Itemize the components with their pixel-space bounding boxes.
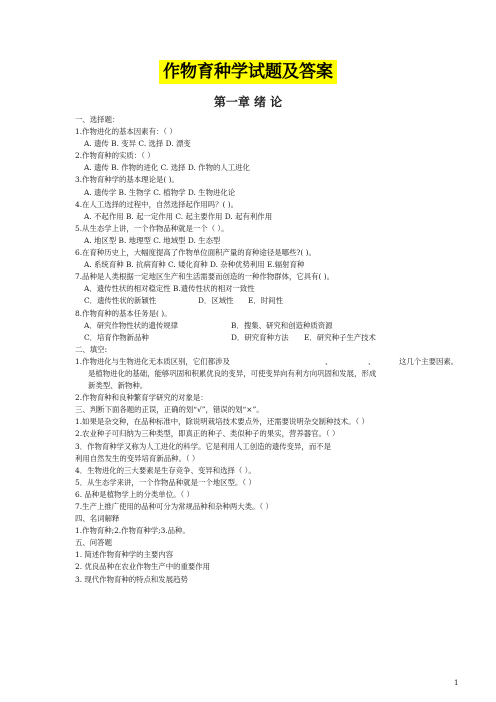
- short-answer-1: 1. 简述作物育种学的主要内容: [75, 550, 174, 560]
- fill-question-1-text: 1.作物进化与生物进化无本质区别，它们都涉及: [75, 356, 230, 366]
- question-8: 8.作物育种的基本任务是( )。: [75, 308, 172, 318]
- question-7-options-cde: [75, 295, 455, 307]
- fill-question-1: [75, 356, 459, 368]
- fill-question-1-tail: 这几个主要因素。: [399, 356, 459, 366]
- tf-question-3-line-2: 利用自然发生的变异培育新品种。（ ）: [75, 453, 200, 463]
- question-8-options-cde: [75, 332, 455, 344]
- title-wrap: [0, 60, 496, 84]
- tf-question-2: 2.农业种子可归纳为三种类型，即真正的种子、类似种子的果实，营养器官。（ ）: [75, 429, 340, 439]
- document-title: 作物育种学试题及答案: [159, 60, 337, 84]
- question-5: 5.从生态学上讲，一个作物品种就是一个（ ）。: [75, 223, 229, 233]
- question-3: 3.作物育种学的基本理论是( )。: [75, 175, 179, 185]
- section-heading-fill: 二、填空:: [75, 344, 108, 354]
- fill-question-1-sep-2: 、: [368, 356, 376, 366]
- section-heading-true-false: 三、判断下面各题的正误，正确的划“√”，错误的划“×”。: [75, 405, 264, 415]
- tf-question-5: 5．从生态学来讲，一个作物品种就是一个地区型。（ ）: [75, 477, 256, 487]
- section-heading-terms: 四、名词解释: [75, 514, 120, 524]
- tf-question-6: 6. 品种是植物学上的分类单位。（ ）: [75, 489, 194, 499]
- short-answer-3: 3. 现代作物育种的特点和发展趋势: [75, 574, 188, 584]
- short-answer-2: 2. 优良品种在农业作物生产中的重要作用: [75, 562, 211, 572]
- question-6: 6.在育种历史上，大幅度提高了作物单位面积产量的育种途径是哪些?( )。: [75, 248, 316, 258]
- tf-question-1: 1.如果是杂交种，在品种标准中，除说明栽培技术要点外，还需要说明杂交制种技术。（ ）: [75, 417, 369, 427]
- question-8-option-d: D．研究育种方法: [231, 332, 289, 342]
- section-heading-choice: 一、选择题：: [75, 115, 120, 124]
- tf-question-3: 3．作物育种学又称为人工进化的科学。它是利用人工创造的遗传变异，而不是: [75, 441, 331, 451]
- question-7: 7.品种是人类根据一定地区生产和生活需要而创造的一种作物群体，它具有( )。: [75, 272, 335, 282]
- question-7-option-d: D．区域性: [198, 296, 234, 306]
- fill-question-1-line-2: 是植物进化的基础，能够巩固和积累优良的变异，可使变异向有利方向巩固和发展，形成: [88, 368, 377, 378]
- question-8-option-e: E．研究种子生产技术: [304, 332, 376, 342]
- page-number: 1: [454, 679, 459, 687]
- question-7-option-e: E．时间性: [248, 296, 283, 306]
- question-6-options: A. 系统育种 B. 抗病育种 C. 矮化育种 D. 杂种优势利用 E.辐射育种: [84, 260, 305, 270]
- question-2: 2.作物育种的实质：（ ）: [75, 151, 155, 161]
- question-8-option-c: C．培育作物新品种: [84, 332, 149, 342]
- question-7-option-c: C．遗传性状的新颖性: [84, 296, 157, 306]
- terms-list: 1.作物育种;2.作物育种学;3.品种。: [75, 526, 190, 536]
- question-5-options: A. 地区型 B. 地理型 C. 地域型 D. 生态型: [84, 235, 221, 245]
- question-1-options: A. 遗传 B. 变异 C. 选择 D. 漂变: [84, 139, 191, 149]
- section-heading-short-answer: 五、问答题: [75, 538, 112, 548]
- question-7-option-a: A．遗传性状的相对稳定性 B.遗传性状的相对一致性: [84, 284, 255, 294]
- document-body: [75, 114, 459, 586]
- fill-question-1-line-3: 新类型、新物种。: [88, 381, 148, 391]
- question-3-options: A. 遗传学 B. 生物学 C. 植物学 D. 生物进化论: [84, 187, 236, 197]
- question-8-option-b: B．搜集、研究和创造种质资源: [231, 320, 333, 330]
- question-2-options: A. 遗传 B. 作物的进化 C. 选择 D. 作物的人工进化: [84, 163, 250, 173]
- fill-question-1-sep-1: 、: [325, 356, 333, 366]
- question-4-options: A. 不起作用 B. 起一定作用 C. 起主要作用 D. 起有利作用: [84, 211, 273, 221]
- tf-question-4: 4．生物进化的三大要素是生存竞争、变异和选择（ ）。: [75, 465, 256, 475]
- chapter-heading: 第一章 绪 论: [213, 95, 283, 109]
- question-1: 1.作物进化的基本因素有：（ ）: [75, 127, 177, 137]
- question-8-option-a: A．研究作物性状的遗传规律: [84, 320, 179, 330]
- question-4: 4.在人工选择的过程中，自然选择起作用吗？( )。: [75, 199, 238, 209]
- question-8-options-ab: [75, 320, 455, 332]
- tf-question-7: 7.生产上推广使用的品种可分为常规品种和杂种两大类。（ ）: [75, 502, 273, 511]
- fill-question-2: 2.作物育种和良种繁育学研究的对象是：: [75, 393, 208, 403]
